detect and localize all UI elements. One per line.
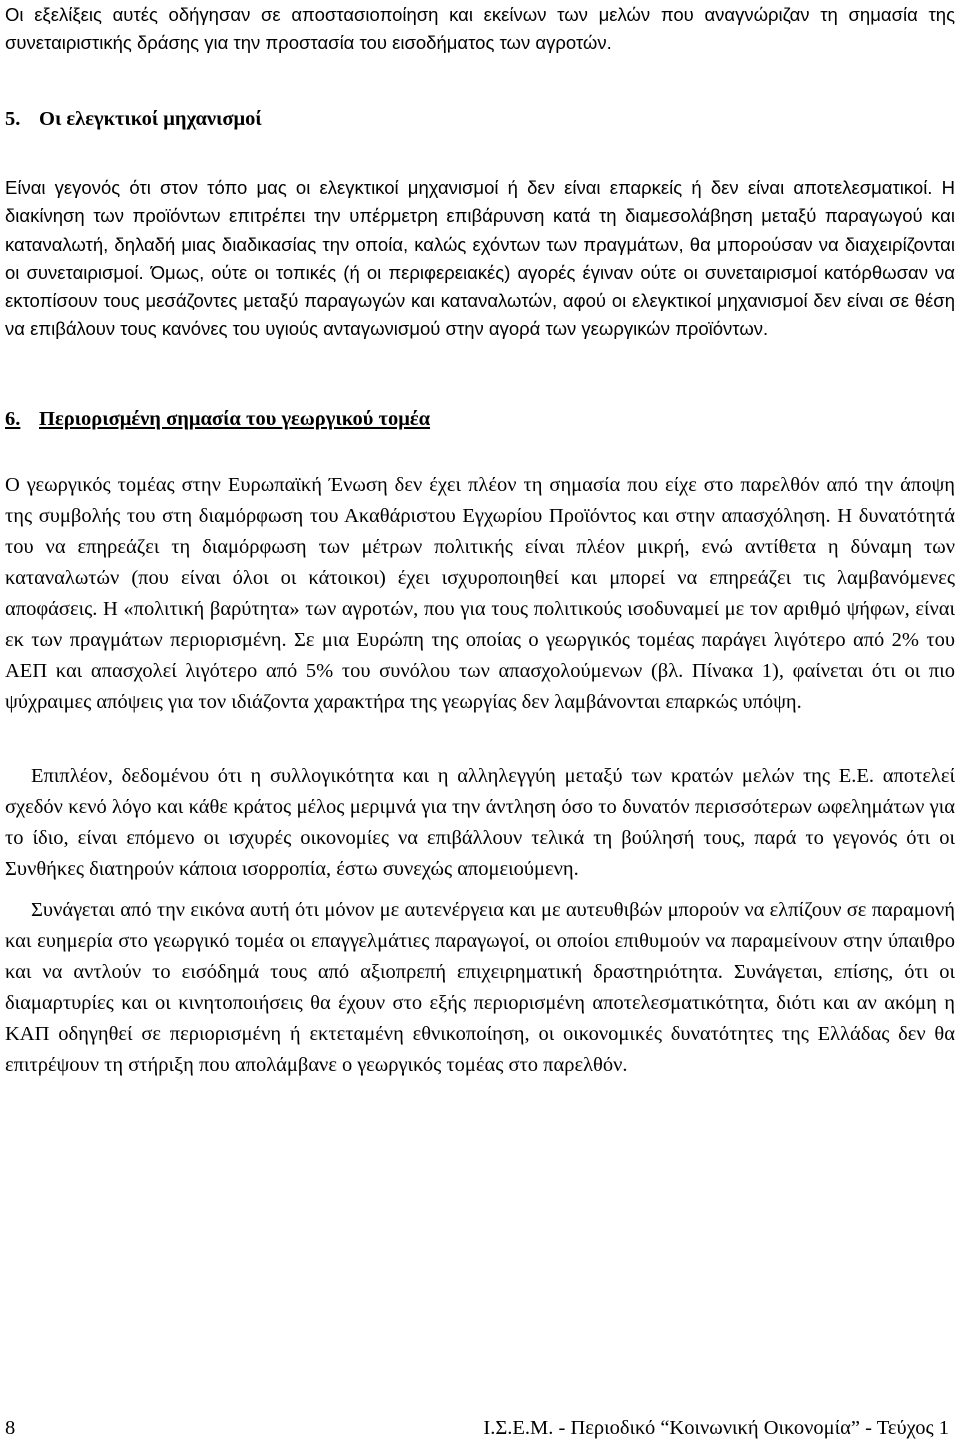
section-5-number: 5. — [5, 108, 21, 130]
journal-citation: Ι.Σ.Ε.Μ. - Περιοδικό “Κοινωνική Οικονομία” - Τεύχος 1 — [483, 1417, 949, 1439]
intro-paragraph: Οι εξελίξεις αυτές οδήγησαν σε αποστασιοποίηση και εκείνων των μελών που αναγνώριζαν τη σημασία της συνεταιριστικής δράσης για την προστασία του εισοδήματος των αγροτών. — [5, 4, 955, 54]
page-number: 8 — [5, 1417, 16, 1439]
section-5-heading — [5, 106, 262, 132]
section-6-number: 6. — [5, 408, 21, 430]
page-footer — [5, 1413, 955, 1443]
section-6-paragraph-2: Επιπλέον, δεδομένου ότι η συλλογικότητα και η αλληλεγγύη μεταξύ των κρατών μελών της Ε.Ε. αποτελεί σχεδόν κενό λόγο και κάθε κράτος μέλος μεριμνά για την άντληση όσο το δυνατόν περισσότερων ωφελημάτων για το ίδιο, είναι επόμενο οι ισχυρές οικονομίες να επιβάλλουν τελικά τη βούλησή τους, παρά το γεγονός ότι οι Συνθήκες διατηρούν κάποια ισορροπία, έστω συνεχώς απομειούμενη. — [5, 765, 955, 880]
section-6-paragraph-1: Ο γεωργικός τομέας στην Ευρωπαϊκή Ένωση δεν έχει πλέον τη σημασία που είχε στο παρελθόν από την άποψη της συμβολής του στη διαμόρφωση του Ακαθάριστου Εγχωρίου Προϊόντος και στην απασχόληση. Η δυνατότητά του να επηρεάζει τη διαμόρφωση των μέτρων πολιτικής είναι πλέον μικρή, ενώ αντίθετα η δύναμη των καταναλωτών (που είναι όλοι οι κάτοικοι) έχει ισχυροποιηθεί και μπορεί να επηρεάζει τις λαμβανόμενες αποφάσεις. Η «πολιτική βαρύτητα» των αγροτών, που για τους πολιτικούς ισοδυναμεί με τον αριθμό ψήφων, είναι εκ των πραγμάτων περιορισμένη. Σε μια Ευρώπη της οποίας ο γεωργικός τομέας παράγει λιγότερο από 2% του ΑΕΠ και απασχολεί λιγότερο από 5% του συνόλου των απασχολούμενων (βλ. Πίνακα 1), φαίνεται ότι οι πιο ψύχραιμες απόψεις για τον ιδιάζοντα χαρακτήρα της γεωργίας δεν λαμβάνονται επαρκώς υπόψη. — [5, 474, 955, 713]
section-6-heading — [5, 406, 430, 432]
section-6-paragraph-3: Συνάγεται από την εικόνα αυτή ότι μόνον με αυτενέργεια και με αυτευθιβών μπορούν να ελπίζουν σε παραμονή και ευημερία στο γεωργικό τομέα οι επαγγελμάτιες παραγωγοί, οι οποίοι επιθυμούν να παραμείνουν στην ύπαιθρο και να αντλούν το εισόδημά τους από αξιοπρεπή επιχειρηματική δραστηριότητα. Συνάγεται, επίσης, ότι οι διαμαρτυρίες και οι κινητοποιήσεις θα έχουν στο εξής περιορισμένη αποτελεσματικότητα, διότι και αν ακόμη η ΚΑΠ οδηγηθεί σε περιορισμένη ή εκτεταμένη εθνικοποίηση, οι οικονομικές δυνατότητες της Ελλάδας δεν θα επιτρέψουν τη στήριξη που απολάμβανε ο γεωργικός τομέας στο παρελθόν. — [5, 899, 955, 1076]
section-5-paragraph: Είναι γεγονός ότι στον τόπο μας οι ελεγκτικοί μηχανισμοί ή δεν είναι επαρκείς ή δεν είναι αποτελεσματικοί. Η διακίνηση των προϊόντων επιτρέπει την υπέρμετρη επιβάρυνση κατά τη διαμεσολάβηση μεταξύ παραγωγού και καταναλωτή, δηλαδή μιας διαδικασίας την οποία, καλώς εχόντων των πραγμάτων, θα μπορούσαν να διαχειρίζονται οι συνεταιρισμοί. Όμως, ούτε οι τοπικές (ή οι περιφερειακές) αγορές έγιναν ούτε οι συνεταιρισμοί κατόρθωσαν να εκτοπίσουν τους μεσάζοντες μεταξύ παραγωγών και καταναλωτών, αφού οι ελεγκτικοί μηχανισμοί δεν είναι σε θέση να επιβάλουν τους κανόνες του υγιούς ανταγωνισμού στην αγορά των γεωργικών προϊόντων. — [5, 177, 955, 340]
section-6-title: Περιορισμένη σημασία του γεωργικού τομέα — [39, 408, 431, 430]
section-5-title: Οι ελεγκτικοί μηχανισμοί — [39, 108, 262, 130]
